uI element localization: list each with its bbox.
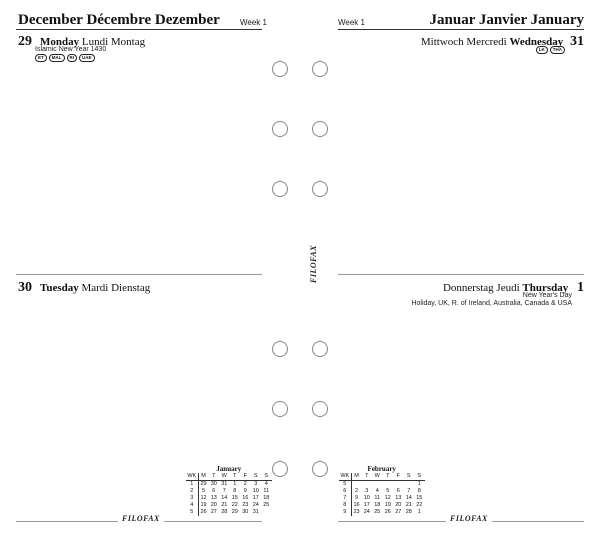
cal-day: 6 (396, 488, 400, 494)
cal-header: T (230, 473, 241, 481)
cal-day: 16 (242, 495, 249, 501)
cal-day: 3 (365, 488, 369, 494)
day-29-number: 29 (18, 34, 32, 49)
mini-calendar-title: February (367, 465, 396, 473)
cal-week-number: 5 (339, 481, 351, 489)
cal-day (383, 481, 394, 489)
cal-week-row (186, 502, 272, 509)
day-31-badges (536, 46, 565, 54)
cal-day: 31 (252, 509, 259, 515)
day-30-heading (18, 278, 150, 296)
cal-header: WK (340, 473, 350, 479)
cal-header: F (393, 473, 404, 481)
day-30-names (40, 282, 150, 294)
cal-day (372, 481, 383, 489)
spine-logo: FILOFAX (309, 245, 318, 283)
cal-week-row (339, 495, 425, 502)
cal-header: W (372, 473, 383, 481)
cal-day: 5 (386, 488, 390, 494)
cal-day: 10 (252, 488, 259, 494)
mini-calendar-title: January (216, 465, 242, 473)
cal-day: 7 (407, 488, 411, 494)
cal-day: 16 (353, 502, 360, 508)
cal-day: 14 (405, 495, 412, 501)
mini-calendar-february (339, 465, 425, 516)
cal-week-row (186, 509, 272, 516)
cal-day: 29 (200, 481, 207, 487)
cal-day: 5 (201, 488, 206, 494)
left-month-main: December (18, 12, 83, 28)
cal-week-number: 1 (186, 481, 198, 489)
cal-day: 22 (231, 502, 238, 508)
left-week-label: Week 1 (240, 18, 267, 27)
cal-week-row (186, 488, 272, 495)
cal-day: 8 (417, 488, 421, 494)
cal-day: 1 (417, 481, 421, 487)
cal-day: 14 (221, 495, 228, 501)
cal-day: 30 (210, 481, 217, 487)
cal-header: T (383, 473, 394, 481)
cal-header: T (209, 473, 220, 481)
cal-header: W (219, 473, 230, 481)
day-29-name-other: Lundi Montag (81, 36, 146, 48)
ring-hole (312, 461, 328, 477)
cal-day: 17 (363, 502, 370, 508)
cal-day: 9 (354, 495, 359, 501)
cal-header: S (414, 473, 425, 481)
cal-week-number: 4 (186, 502, 198, 509)
cal-day: 21 (221, 502, 228, 508)
cal-day: 17 (252, 495, 259, 501)
day-1-name-other: Donnerstag Jeudi (442, 282, 520, 294)
day-29-badges (35, 54, 95, 62)
ring-hole (272, 181, 288, 197)
ring-hole (312, 121, 328, 137)
cal-week-number: 5 (186, 509, 198, 516)
cal-day: 22 (416, 502, 423, 508)
cal-day: 26 (384, 509, 391, 515)
cal-day: 19 (384, 502, 391, 508)
cal-day: 2 (354, 488, 359, 494)
cal-day: 4 (264, 481, 268, 487)
cal-day: 18 (374, 502, 381, 508)
cal-day: 1 (417, 509, 421, 515)
cal-day: 13 (210, 495, 217, 501)
cal-day: 20 (395, 502, 402, 508)
day-29-name-en: Monday (40, 36, 80, 48)
cal-header: S (251, 473, 262, 481)
cal-header: S (404, 473, 415, 481)
cal-day: 27 (395, 509, 402, 515)
ring-hole (272, 461, 288, 477)
ring-hole (272, 341, 288, 357)
cal-day: 23 (242, 502, 249, 508)
day-31-number: 31 (570, 34, 584, 49)
right-header-rule (338, 29, 584, 30)
left-footer-logo: FILOFAX (118, 514, 164, 523)
right-mid-rule (338, 274, 584, 275)
cal-day (351, 481, 362, 489)
ring-hole (312, 61, 328, 77)
left-month-title (18, 12, 220, 29)
cal-week-number: 9 (339, 509, 351, 516)
cal-day: 1 (233, 481, 237, 487)
cal-day: 25 (263, 502, 270, 508)
mini-calendar-grid (339, 473, 425, 516)
cal-week-number: 7 (339, 495, 351, 502)
cal-day (393, 481, 404, 489)
cal-day: 29 (231, 509, 238, 515)
cal-day: 10 (363, 495, 370, 501)
mini-calendar-january (186, 465, 272, 516)
cal-day: 12 (384, 495, 391, 501)
country-badge: UAE (79, 54, 95, 62)
right-footer-logo: FILOFAX (446, 514, 492, 523)
cal-week-number: 8 (339, 502, 351, 509)
cal-day: 28 (221, 509, 228, 515)
country-badge: THA (550, 46, 565, 54)
cal-header: M (351, 473, 362, 481)
right-month-title (430, 12, 584, 29)
cal-header: M (198, 473, 209, 481)
cal-day: 2 (243, 481, 247, 487)
cal-day: 4 (375, 488, 379, 494)
cal-week-number: 2 (186, 488, 198, 495)
country-badge: RI (67, 54, 78, 62)
cal-week-row (339, 481, 425, 489)
cal-week-row (339, 509, 425, 516)
day-1-note-holiday: New Year's Day (522, 292, 572, 299)
day-31-name-en: Wednesday (509, 36, 564, 48)
ring-hole (272, 61, 288, 77)
cal-day: 24 (363, 509, 370, 515)
cal-week-number: 3 (186, 495, 198, 502)
day-30-number: 30 (18, 280, 32, 295)
cal-day: 3 (254, 481, 258, 487)
left-mid-rule (16, 274, 262, 275)
cal-header: WK (187, 473, 197, 479)
right-week-label: Week 1 (338, 18, 365, 27)
day-1-number: 1 (577, 280, 584, 295)
day-1-note-countries: Holiday, UK, R. of Ireland, Australia, Canada & USA (411, 300, 572, 307)
cal-day: 12 (200, 495, 207, 501)
ring-hole (312, 401, 328, 417)
country-badge: MAL (49, 54, 65, 62)
cal-week-row (186, 481, 272, 489)
cal-day: 7 (222, 488, 226, 494)
cal-day (404, 481, 415, 489)
left-month-translations: Décembre Dezember (86, 12, 220, 28)
ring-hole (272, 121, 288, 137)
cal-day: 31 (221, 481, 228, 487)
left-header-rule (16, 29, 262, 30)
cal-day: 9 (243, 488, 247, 494)
cal-day: 13 (395, 495, 402, 501)
cal-day (261, 509, 272, 516)
cal-day: 20 (210, 502, 217, 508)
day-31-name-other: Mittwoch Mercredi (420, 36, 507, 48)
right-month-translations: Januar Janvier (429, 12, 527, 28)
cal-day: 15 (416, 495, 423, 501)
cal-day: 11 (263, 488, 270, 494)
cal-day: 8 (233, 488, 237, 494)
cal-week-row (186, 495, 272, 502)
cal-week-number: 6 (339, 488, 351, 495)
day-29-note: Islamic New Year 1430 (35, 46, 107, 53)
cal-day: 19 (200, 502, 207, 508)
cal-day: 23 (353, 509, 360, 515)
right-month-main: January (530, 12, 584, 28)
cal-day: 30 (242, 509, 249, 515)
cal-day: 6 (212, 488, 216, 494)
cal-day (362, 481, 373, 489)
ring-hole (272, 401, 288, 417)
cal-day: 24 (252, 502, 259, 508)
cal-week-row (339, 502, 425, 509)
cal-week-row (339, 488, 425, 495)
cal-day: 25 (374, 509, 381, 515)
cal-day: 15 (231, 495, 238, 501)
ring-hole (312, 181, 328, 197)
cal-day: 28 (405, 509, 412, 515)
day-1-name-en: Thursday (522, 282, 569, 294)
cal-day: 18 (263, 495, 270, 501)
cal-header: T (362, 473, 373, 481)
day-30-name-en: Tuesday (40, 282, 79, 294)
country-badge: ET (35, 54, 47, 62)
country-badge: LK (536, 46, 548, 54)
cal-day: 26 (200, 509, 207, 515)
mini-calendar-grid (186, 473, 272, 516)
cal-header: S (261, 473, 272, 481)
ring-hole (312, 341, 328, 357)
day-30-name-other: Mardi Dienstag (81, 282, 151, 294)
cal-header: F (240, 473, 251, 481)
cal-day: 21 (405, 502, 412, 508)
cal-day: 11 (374, 495, 381, 501)
cal-day: 27 (210, 509, 217, 515)
